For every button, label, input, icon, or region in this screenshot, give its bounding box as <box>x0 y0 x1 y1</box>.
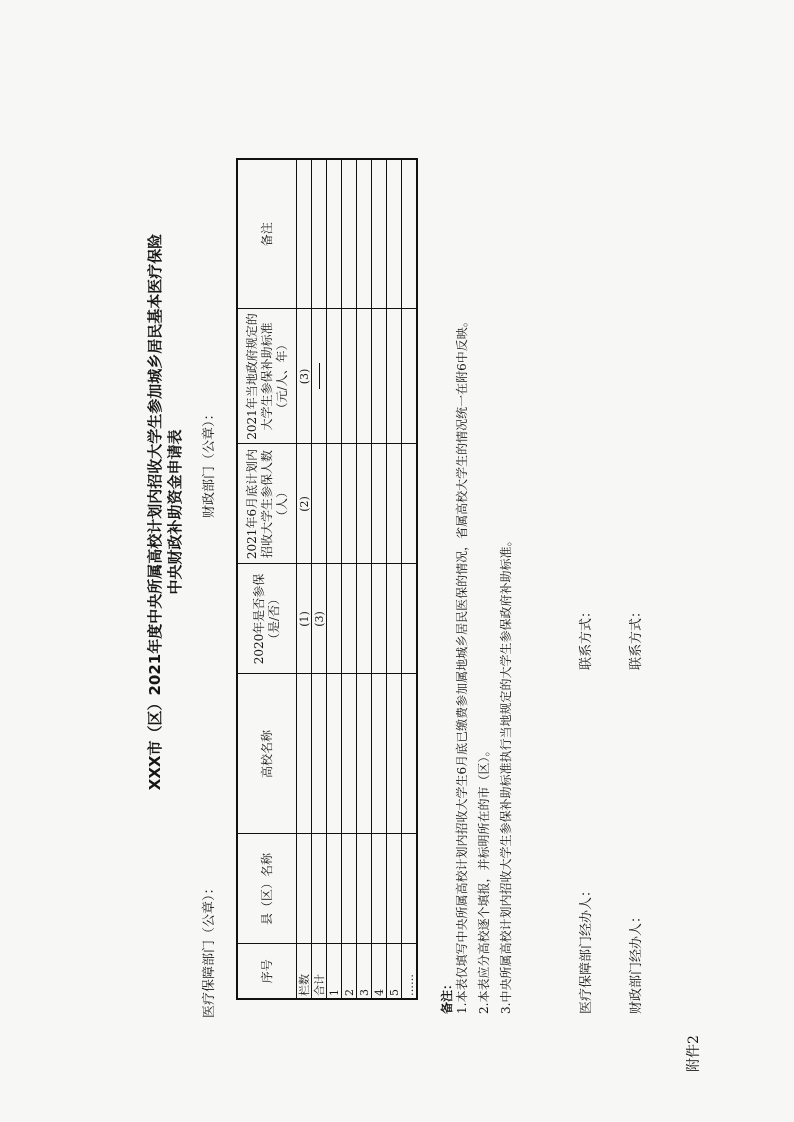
table-cell <box>342 834 357 944</box>
title-line-2: 中央财政补助资金申请表 <box>166 429 184 595</box>
notes-section <box>440 54 521 1014</box>
table-row <box>387 159 402 999</box>
notes-title: 备注： <box>440 977 454 1014</box>
table-cell <box>327 444 342 564</box>
table-cell <box>357 159 372 309</box>
note-item: 1.本表仅填写中央所属高校计划内招收大学生6月底已缴费参加属地城乡居民医保的情况，省属高校大学生的情况统一在附6中反映。 <box>455 315 469 1014</box>
table-cell <box>402 309 418 444</box>
table-cell <box>327 834 342 944</box>
table-cell <box>357 674 372 834</box>
row-seq: 2 <box>342 944 357 999</box>
table-cell <box>312 444 327 564</box>
medical-contact-label: 联系方式： <box>579 604 594 670</box>
table-cell <box>372 834 387 944</box>
table-header-row <box>237 159 297 999</box>
header-count-2021: 2021年6月底计划内招收大学生参保人数（人） <box>237 444 297 564</box>
application-table <box>236 158 418 1000</box>
table-cell <box>297 674 312 834</box>
table-row <box>372 159 387 999</box>
table-cell <box>342 159 357 309</box>
table-cell <box>357 564 372 674</box>
table-cell <box>387 834 402 944</box>
table-cell <box>312 159 327 309</box>
table-cell <box>387 309 402 444</box>
header-county: 县（区）名称 <box>237 834 297 944</box>
table-cell <box>312 674 327 834</box>
header-enrolled-2020: 2020年是否参保（是/否） <box>237 564 297 674</box>
total-col-1: (3) <box>312 564 327 674</box>
row-seq: 5 <box>387 944 402 999</box>
col-index-label: 栏数 <box>297 944 312 999</box>
table-cell <box>372 309 387 444</box>
table-cell <box>372 159 387 309</box>
row-seq: 3 <box>357 944 372 999</box>
col-index-1: (1) <box>297 564 312 674</box>
table-cell <box>357 444 372 564</box>
header-seq: 序号 <box>237 944 297 999</box>
total-row <box>312 159 327 999</box>
table-cell <box>387 564 402 674</box>
table-cell <box>387 444 402 564</box>
table-cell <box>342 444 357 564</box>
table-cell <box>297 834 312 944</box>
header-standard-2021: 2021年当地政府规定的大学生参保补助标准（元/人、年） <box>237 309 297 444</box>
table-cell <box>327 159 342 309</box>
table-row <box>327 159 342 999</box>
table-cell <box>387 674 402 834</box>
table-cell <box>402 834 418 944</box>
finance-contact-label: 联系方式： <box>629 604 644 670</box>
note-item: 2.本表应分高校逐个填报，并标明所在的市（区）。 <box>477 744 491 1014</box>
table-cell <box>387 159 402 309</box>
note-item: 3.中央所属高校计划内招收大学生参保补助标准执行当地规定的大学生参保政府补助标准。 <box>499 534 513 1014</box>
total-label: 合计 <box>312 944 327 999</box>
table-cell <box>327 309 342 444</box>
table-cell <box>312 834 327 944</box>
table-cell <box>402 564 418 674</box>
table-cell <box>327 564 342 674</box>
table-row <box>402 159 418 999</box>
table-cell <box>372 444 387 564</box>
table-cell <box>297 159 312 309</box>
medical-handler-label: 医疗保障部门经办人： <box>579 883 594 1014</box>
table-cell <box>402 674 418 834</box>
medical-dept-seal-label: 医疗保障部门（公章）： <box>202 881 217 1018</box>
header-school: 高校名称 <box>237 674 297 834</box>
table-cell <box>342 564 357 674</box>
table-cell <box>357 309 372 444</box>
title-line-1: XXX市（区）2021年度中央所属高校计划内招收大学生参加城乡居民基本医疗保险 <box>146 233 164 791</box>
table-cell <box>327 674 342 834</box>
table-cell <box>372 674 387 834</box>
document-title <box>145 82 185 942</box>
col-index-3: (3) <box>297 309 312 444</box>
row-seq: …… <box>402 944 418 999</box>
header-remarks: 备注 <box>237 159 297 309</box>
col-index-2: (2) <box>297 444 312 564</box>
table-cell <box>402 159 418 309</box>
dash-mark <box>319 364 320 390</box>
table-cell <box>342 674 357 834</box>
attachment-label: 附件2 <box>686 1035 702 1072</box>
row-seq: 1 <box>327 944 342 999</box>
total-col-3 <box>312 309 327 444</box>
finance-dept-seal-label: 财政部门（公章）： <box>202 407 217 518</box>
col-index-row <box>297 159 312 999</box>
table-row <box>357 159 372 999</box>
finance-handler-label: 财政部门经办人： <box>629 909 644 1014</box>
row-seq: 4 <box>372 944 387 999</box>
table-cell <box>357 834 372 944</box>
table-cell <box>402 444 418 564</box>
table-cell <box>372 564 387 674</box>
table-cell <box>342 309 357 444</box>
table-row <box>342 159 357 999</box>
